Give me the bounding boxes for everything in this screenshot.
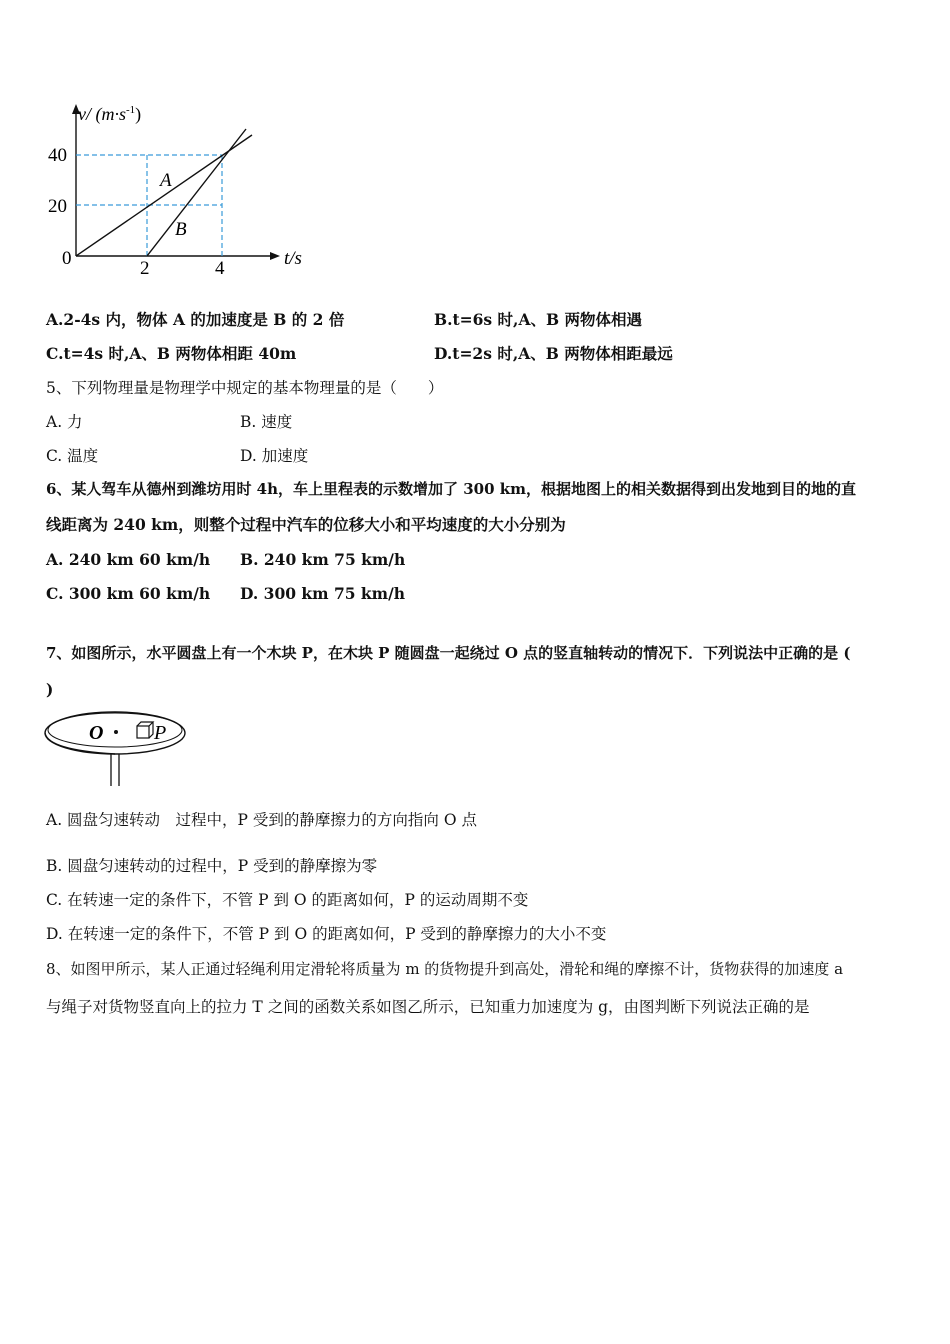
- line-a-label: A: [160, 170, 172, 191]
- point-o-label: O: [89, 722, 104, 744]
- q6-stem-line2: 线距离为 240 km，则整个过程中汽车的位移大小和平均速度的大小分别为: [46, 515, 566, 534]
- q5-option-d: D. 加速度: [240, 447, 309, 465]
- q8-stem-line2: 与绳子对货物竖直向上的拉力 T 之间的函数关系如图乙所示，已知重力加速度为 g，由图判断下列说法正确的是: [46, 998, 810, 1016]
- y-tick-20: 20: [48, 196, 67, 217]
- q7-stem-line2: ): [46, 680, 54, 699]
- x-tick-2: 2: [140, 258, 150, 279]
- q4-option-b: B.t=6s 时,A、B 两物体相遇: [434, 310, 642, 329]
- q6-option-c: C. 300 km 60 km/h: [46, 584, 211, 603]
- line-a: [76, 135, 252, 256]
- disk-edge: [45, 733, 115, 754]
- q6-stem-line1: 6、某人驾车从德州到潍坊用时 4h，车上里程表的示数增加了 300 km，根据地图上的相关数据得到出发地到目的地的直: [46, 480, 857, 498]
- q5-option-c: C. 温度: [46, 447, 99, 465]
- origin-label: 0: [62, 248, 72, 269]
- q7-option-c: C. 在转速一定的条件下，不管 P 到 O 的距离如何，P 的运动周期不变: [46, 891, 529, 909]
- q6-option-b: B. 240 km 75 km/h: [240, 550, 406, 569]
- q4-option-c: C.t=4s 时,A、B 两物体相距 40m: [46, 344, 297, 363]
- q5-stem: 5、下列物理量是物理学中规定的基本物理量的是（ ）: [46, 379, 444, 397]
- y-tick-40: 40: [48, 145, 67, 166]
- q6-option-d: D. 300 km 75 km/h: [240, 584, 406, 603]
- line-b: [147, 129, 246, 256]
- q7-option-a: A. 圆盘匀速转动 过程中，P 受到的静摩擦力的方向指向 O 点: [46, 811, 477, 829]
- q7-option-b: B. 圆盘匀速转动的过程中，P 受到的静摩擦为零: [46, 857, 378, 875]
- q7-option-d: D. 在转速一定的条件下，不管 P 到 O 的距离如何，P 受到的静摩擦力的大小不变: [46, 925, 607, 943]
- block-p: [137, 726, 149, 738]
- q7-stem-line1: 7、如图所示，水平圆盘上有一个木块 P，在木块 P 随圆盘一起绕过 O 点的竖直轴转动的情况下．下列说法中正确的是 (: [46, 644, 851, 662]
- q5-option-a: A. 力: [46, 413, 83, 431]
- q5-option-b: B. 速度: [240, 413, 293, 431]
- block-p-top: [137, 722, 153, 738]
- point-o-dot: [114, 730, 118, 734]
- q4-option-a: A.2-4s 内，物体 A 的加速度是 B 的 2 倍: [46, 310, 345, 329]
- x-axis-label: t/s: [284, 248, 302, 269]
- x-axis-arrow: [270, 252, 280, 260]
- block-p-label: P: [154, 722, 167, 744]
- x-tick-4: 4: [215, 258, 225, 279]
- turntable-figure: [44, 708, 194, 788]
- line-b-label: B: [175, 219, 187, 240]
- q8-stem-line1: 8、如图甲所示，某人正通过轻绳利用定滑轮将质量为 m 的货物提升到高处，滑轮和绳的摩擦不计，货物获得的加速度 a: [46, 960, 844, 978]
- vt-graph: [40, 96, 330, 286]
- q6-option-a: A. 240 km 60 km/h: [46, 550, 211, 569]
- y-axis-label: v/ $(m\cdot s^{-1})$: [78, 104, 142, 124]
- q4-option-d: D.t=2s 时,A、B 两物体相距最远: [434, 344, 673, 363]
